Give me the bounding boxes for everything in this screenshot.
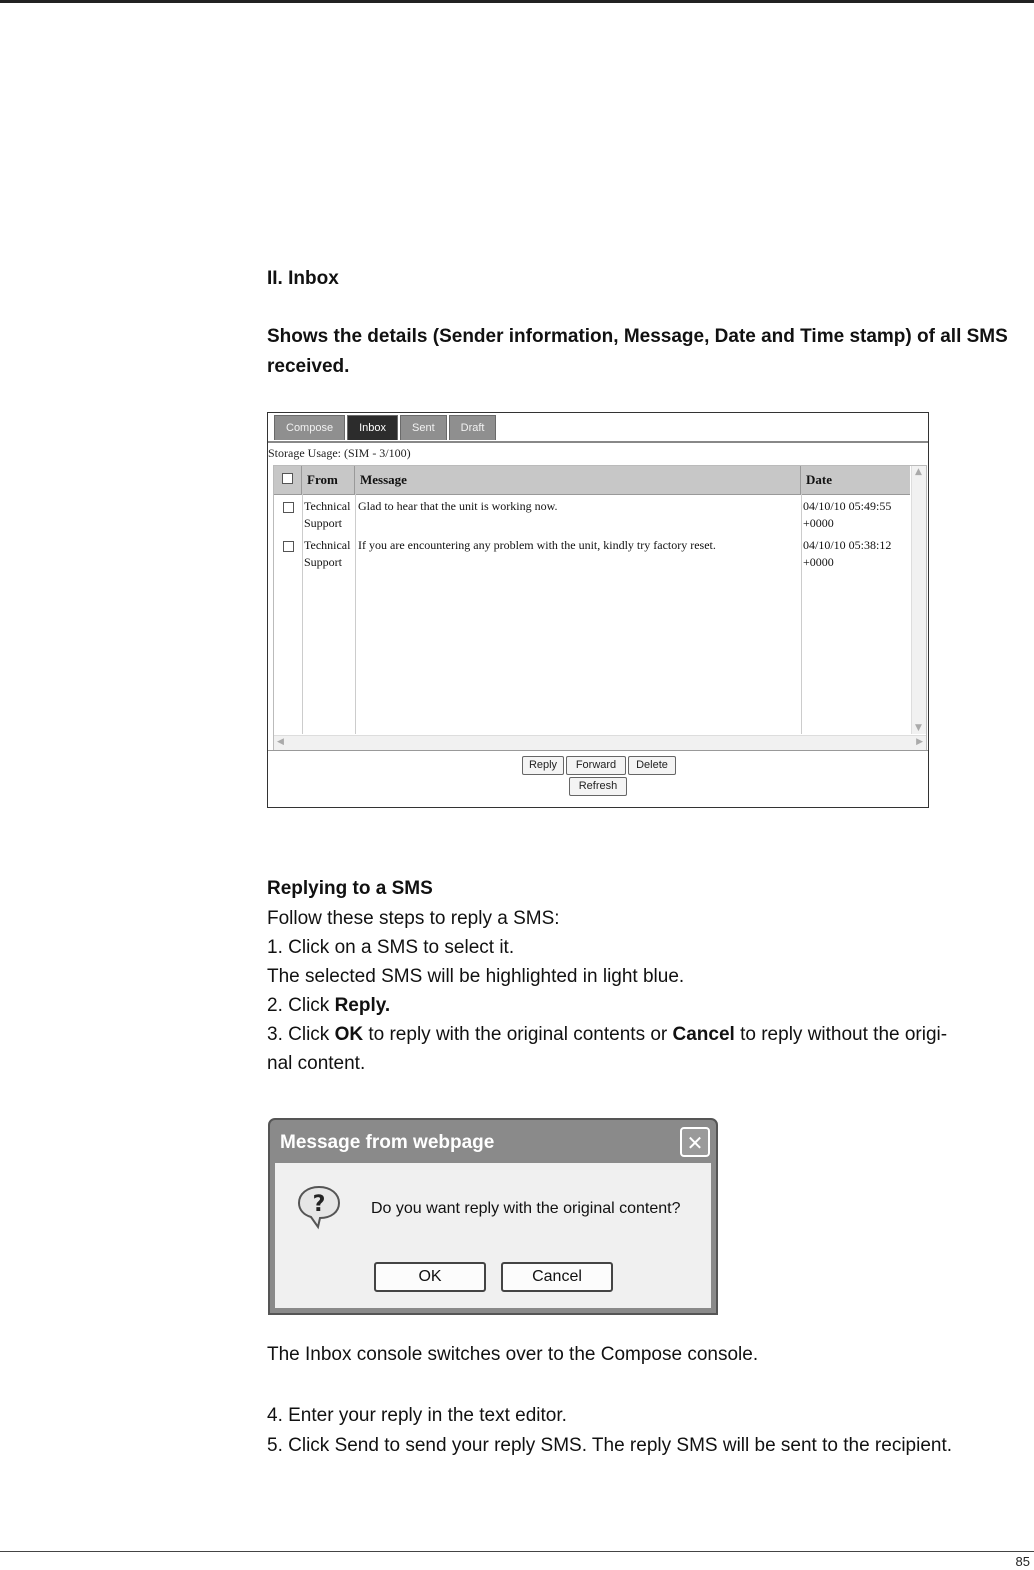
row-message: Glad to hear that the unit is working now. [358,499,558,513]
ok-button[interactable]: OK [374,1262,486,1292]
top-rule [0,0,1034,3]
row-from: Technical Support [304,538,351,569]
dialog-title: Message from webpage [280,1132,495,1153]
close-icon[interactable]: ✕ [680,1127,710,1157]
question-icon [295,1183,343,1231]
step-4: 4. Enter your reply in the text editor. [267,1405,567,1426]
cancel-keyword: Cancel [672,1024,735,1045]
replying-title: Replying to a SMS [267,878,433,899]
table-row[interactable] [274,498,910,536]
dialog-body [275,1163,711,1308]
step-5: 5. Click Send to send your reply SMS. The reply SMS will be sent to the recipient. [267,1435,953,1456]
horizontal-scrollbar[interactable] [274,735,926,750]
console-switch-note: The Inbox console switches over to the Compose console. [267,1344,759,1365]
tab-divider [268,441,928,443]
step-1-note: The selected SMS will be highlighted in light blue. [267,966,685,987]
row-message: If you are encountering any problem with the unit, kindly try factory reset. [358,538,716,552]
tab-inbox[interactable]: Inbox [347,415,398,440]
section-intro: Shows the details (Sender information, Message, Date and Time stamp) of all SMS received. [267,326,1008,377]
steps-lead: Follow these steps to reply a SMS: [267,908,560,929]
reply-keyword: Reply. [334,995,391,1016]
select-all-header [274,466,302,494]
reply-button[interactable]: Reply [522,756,564,775]
inbox-screenshot [267,412,929,808]
tab-draft[interactable]: Draft [449,415,497,440]
scroll-left-icon[interactable]: ◀ [277,737,284,747]
column-from[interactable]: From [302,466,355,494]
tab-compose[interactable]: Compose [274,415,345,440]
tab-sent[interactable]: Sent [400,415,447,440]
message-table [273,465,927,751]
storage-usage: Storage Usage: (SIM - 3/100) [268,446,411,460]
scroll-down-icon[interactable]: ▼ [915,723,922,733]
column-date[interactable]: Date [806,472,832,487]
page-number: 85 [1015,1554,1030,1569]
row-date: 04/10/10 05:49:55 +0000 [803,499,892,530]
forward-button[interactable]: Forward [566,756,626,775]
delete-button[interactable]: Delete [628,756,676,775]
dialog-message: Do you want reply with the original content? [371,1200,681,1217]
row-checkbox[interactable] [283,502,294,513]
final-steps [267,1401,1034,1461]
confirm-dialog [268,1118,718,1315]
vertical-scrollbar[interactable] [911,466,926,734]
step-1: 1. Click on a SMS to select it. [267,937,515,958]
section-title: II. Inbox [267,268,339,289]
table-header [274,466,910,495]
row-checkbox[interactable] [283,541,294,552]
ok-keyword: OK [334,1024,364,1045]
footer-rule [0,1551,1034,1552]
step-2: 2. Click Reply. [267,995,391,1016]
row-from: Technical Support [304,499,351,530]
step-3-continued: nal content. [267,1053,366,1074]
scroll-right-icon[interactable]: ▶ [916,737,923,747]
svg-text:?: ? [312,1192,326,1217]
select-all-checkbox[interactable] [282,473,293,484]
console-tabs [274,415,498,442]
refresh-button[interactable]: Refresh [569,777,627,796]
cancel-button[interactable]: Cancel [501,1262,613,1292]
step-3: 3. Click OK to reply with the original contents or Cancel to reply without the origi- [267,1024,948,1045]
action-divider [268,750,928,751]
column-message[interactable]: Message [355,466,801,494]
scroll-up-icon[interactable]: ▲ [915,467,922,477]
row-date: 04/10/10 05:38:12 +0000 [803,538,892,569]
reply-steps [267,904,1027,1078]
table-row[interactable] [274,537,910,575]
